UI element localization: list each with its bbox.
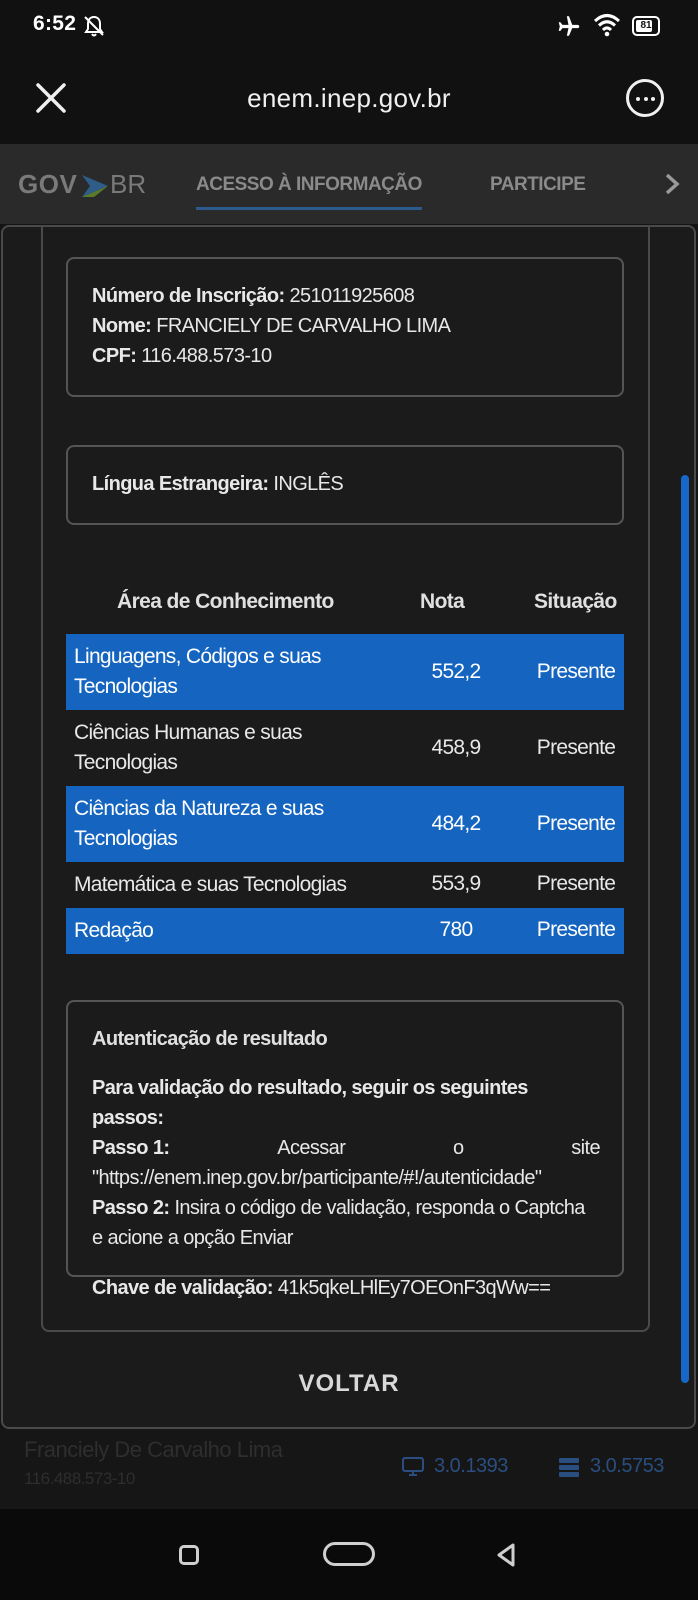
- footer-user-cpf: 116.488.573-10: [24, 1469, 135, 1488]
- row-situacao: Presente: [536, 736, 616, 759]
- language-card: [66, 445, 624, 525]
- passo1-label: Passo 1:: [92, 1137, 170, 1159]
- tab-participe[interactable]: PARTICIPE: [490, 174, 586, 195]
- back-icon[interactable]: [495, 1542, 517, 1568]
- footer-user-name: Franciely De Carvalho Lima: [24, 1437, 283, 1462]
- header-situacao: Situação: [534, 590, 617, 613]
- row-situacao: Presente: [536, 918, 616, 941]
- home-icon[interactable]: [323, 1542, 375, 1566]
- monitor-icon: [402, 1457, 424, 1477]
- inscricao-line: [92, 281, 622, 311]
- logo-br-text: BR: [110, 169, 147, 199]
- passo2-line: [92, 1193, 600, 1253]
- row-area: Matemática e suas Tecnologias: [74, 873, 347, 896]
- participant-card: [66, 257, 624, 397]
- recents-icon[interactable]: [179, 1545, 199, 1565]
- row-area: Ciências da Natureza e suas Tecnologias: [74, 797, 324, 850]
- cpf-label: CPF:: [92, 345, 137, 367]
- nome-line: [92, 311, 622, 341]
- passo2-label: Passo 2:: [92, 1197, 170, 1219]
- table-row: [66, 862, 624, 908]
- table-row: [66, 710, 624, 786]
- header-nota: Nota: [420, 590, 465, 613]
- table-row: [66, 634, 624, 710]
- row-nota: 552,2: [431, 660, 481, 683]
- passo1-word: Acessar: [277, 1137, 346, 1159]
- table-row: [66, 908, 624, 954]
- language-line: [92, 469, 622, 499]
- url-display[interactable]: enem.inep.gov.br: [247, 83, 451, 113]
- more-options-icon[interactable]: [626, 79, 664, 117]
- backend-version: 3.0.5753: [590, 1455, 664, 1477]
- inscricao-label: Número de Inscrição:: [92, 285, 285, 307]
- cpf-value: 116.488.573-10: [141, 345, 272, 367]
- passo1-url: "https://enem.inep.gov.br/participante/#!/autenticidade": [92, 1167, 542, 1189]
- row-nota: 458,9: [431, 736, 481, 759]
- browser-bar: [0, 52, 698, 144]
- tab-acesso-informacao[interactable]: ACESSO À INFORMAÇÃO: [196, 174, 422, 210]
- table-row: [66, 786, 624, 862]
- logo-gov-text: GOV: [18, 169, 78, 199]
- inscricao-value: 251011925608: [289, 285, 415, 307]
- nome-label: Nome:: [92, 315, 152, 337]
- row-area: Redação: [74, 919, 154, 942]
- row-area: Linguagens, Códigos e suas Tecnologias: [74, 645, 321, 698]
- bell-off-icon: [82, 14, 106, 38]
- passo1-word: o: [452, 1137, 464, 1159]
- nome-value: FRANCIELY DE CARVALHO LIMA: [156, 315, 451, 337]
- row-area: Ciências Humanas e suas Tecnologias: [74, 721, 302, 774]
- row-nota: 553,9: [431, 872, 481, 895]
- frontend-version: 3.0.1393: [434, 1455, 508, 1477]
- row-nota: 780: [439, 918, 473, 941]
- auth-intro: Para validação do resultado, seguir os seguintes passos:: [92, 1077, 528, 1129]
- row-situacao: Presente: [536, 872, 616, 895]
- scrollbar[interactable]: [681, 475, 689, 1383]
- header-area: Área de Conhecimento: [117, 590, 334, 613]
- chave-label: Chave de validação:: [92, 1277, 273, 1299]
- airplane-icon: [556, 13, 582, 39]
- chave-line: [92, 1273, 600, 1303]
- cpf-line: [92, 341, 622, 371]
- chevron-right-icon[interactable]: [662, 172, 682, 196]
- chave-value: 41k5qkeLHlEy7OEOnF3qWw==: [277, 1277, 551, 1299]
- battery-percent: 81: [640, 20, 652, 31]
- server-icon: [558, 1457, 580, 1477]
- passo1-word: site: [571, 1137, 600, 1159]
- row-situacao: Presente: [536, 660, 616, 683]
- battery-icon: [632, 16, 660, 36]
- passo1-line: [92, 1133, 600, 1163]
- logo-arrow-icon: [80, 173, 110, 199]
- status-bar: [0, 0, 698, 52]
- site-nav: [0, 144, 698, 224]
- passo2-text: Insira o código de validação, responda o Captcha e acione a opção Enviar: [92, 1197, 585, 1249]
- auth-card: [66, 1000, 624, 1299]
- row-situacao: Presente: [536, 812, 616, 835]
- language-value: INGLÊS: [273, 473, 344, 495]
- row-nota: 484,2: [431, 812, 481, 835]
- android-nav-bar: [0, 1509, 698, 1600]
- auth-title: Autenticação de resultado: [92, 1028, 328, 1050]
- page-footer: [0, 1429, 698, 1509]
- voltar-button[interactable]: VOLTAR: [298, 1370, 400, 1397]
- wifi-icon: [593, 12, 621, 38]
- status-time: 6:52: [33, 12, 77, 35]
- language-label: Língua Estrangeira:: [92, 473, 269, 495]
